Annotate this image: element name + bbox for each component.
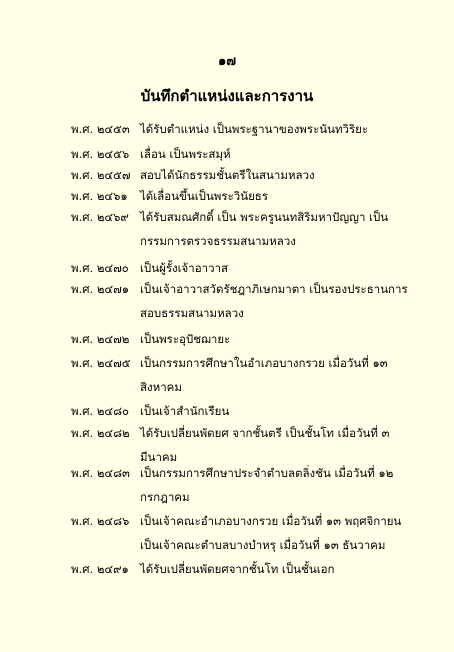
- record-row: [0, 352, 454, 374]
- record-row: [0, 278, 454, 300]
- record-description: ได้รับตำแหน่ง เป็นพระฐานาของพระนันทวิริยะ: [140, 122, 369, 136]
- record-year: พ.ศ. ๒๔๗๑: [71, 282, 130, 296]
- record-row: [0, 534, 454, 556]
- record-row: [0, 185, 454, 207]
- page-title: บันทึกตำแหน่งและการงาน: [140, 87, 314, 105]
- record-description: เป็นเจ้าคณะอำเภอบางกรวย เมื่อวันที่ ๑๓ พฤศจิกายน: [140, 514, 402, 528]
- record-row: [0, 462, 454, 484]
- record-row: [0, 422, 454, 444]
- record-row: [0, 143, 454, 165]
- record-year: พ.ศ. ๒๔๕๖: [71, 147, 130, 161]
- record-year: พ.ศ. ๒๔๕๓: [71, 122, 130, 136]
- record-row: [0, 164, 454, 186]
- record-year: พ.ศ. ๒๔๘๐: [71, 404, 130, 418]
- record-description: สอบธรรมสนามหลวง: [140, 306, 244, 320]
- record-description: เป็นเจ้าอาวาสวัดรัชฎาภิเษกมาตา เป็นรองประธานการ: [140, 282, 408, 296]
- record-row: [0, 257, 454, 279]
- record-year: พ.ศ. ๒๔๖๑: [71, 189, 128, 203]
- record-row: [0, 376, 454, 398]
- record-year: พ.ศ. ๒๔๙๑: [71, 562, 129, 576]
- record-year: พ.ศ. ๒๔๘๖: [71, 514, 130, 528]
- record-description: ได้เลื่อนขึ้นเป็นพระวินัยธร: [140, 189, 268, 203]
- record-description: สอบได้นักธรรมชั้นตรีในสนามหลวง: [140, 168, 315, 182]
- record-description: เลื่อน เป็นพระสมุห์: [140, 147, 231, 161]
- record-row: [0, 486, 454, 508]
- page-number: ๑๗: [217, 54, 237, 69]
- record-description: กรกฎาคม: [140, 490, 190, 504]
- record-row: [0, 400, 454, 422]
- record-year: พ.ศ. ๒๔๘๓: [71, 466, 130, 480]
- record-description: ได้รับเปลี่ยนพัดยศ จากชั้นตรี เป็นชั้นโท เมื่อวันที่ ๓: [140, 426, 390, 440]
- record-description: เป็นกรรมการศึกษาประจำตำบลตลิ่งชัน เมื่อวันที่ ๑๒: [140, 466, 394, 480]
- record-row: [0, 558, 454, 580]
- record-row: [0, 328, 454, 350]
- record-row: [0, 302, 454, 324]
- record-description: เป็นเจ้าสำนักเรียน: [140, 404, 230, 418]
- record-year: พ.ศ. ๒๔๘๒: [71, 426, 130, 440]
- record-year: พ.ศ. ๒๔๗๒: [71, 332, 130, 346]
- record-description: เป็นพระอุปัชฌายะ: [140, 332, 231, 346]
- record-description: ได้รับสมณศักดิ์ เป็น พระครูนนทสิริมหาปัญญา เป็น: [140, 210, 389, 224]
- record-year: พ.ศ. ๒๔๖๙: [71, 210, 129, 224]
- record-row: [0, 230, 454, 252]
- record-description: เป็นผู้รั้งเจ้าอาวาส: [140, 261, 229, 275]
- record-description: กรรมการตรวจธรรมสนามหลวง: [140, 234, 296, 248]
- record-year: พ.ศ. ๒๔๗๐: [71, 261, 129, 275]
- record-year: พ.ศ. ๒๔๗๕: [71, 356, 131, 370]
- record-description: มีนาคม: [140, 450, 178, 464]
- record-description: สิงหาคม: [140, 380, 182, 394]
- record-row: [0, 206, 454, 228]
- record-description: ได้รับเปลี่ยนพัดยศจากชั้นโท เป็นชั้นเอก: [140, 562, 335, 576]
- record-row: [0, 118, 454, 140]
- record-description: เป็นกรรมการศึกษาในอำเภอบางกรวย เมื่อวันที่ ๑๓: [140, 356, 388, 370]
- record-description: เป็นเจ้าคณะตำบลบางบำหรุ เมื่อวันที่ ๑๓ ธันวาคม: [140, 538, 386, 552]
- record-row: [0, 510, 454, 532]
- record-year: พ.ศ. ๒๔๕๗: [71, 168, 131, 182]
